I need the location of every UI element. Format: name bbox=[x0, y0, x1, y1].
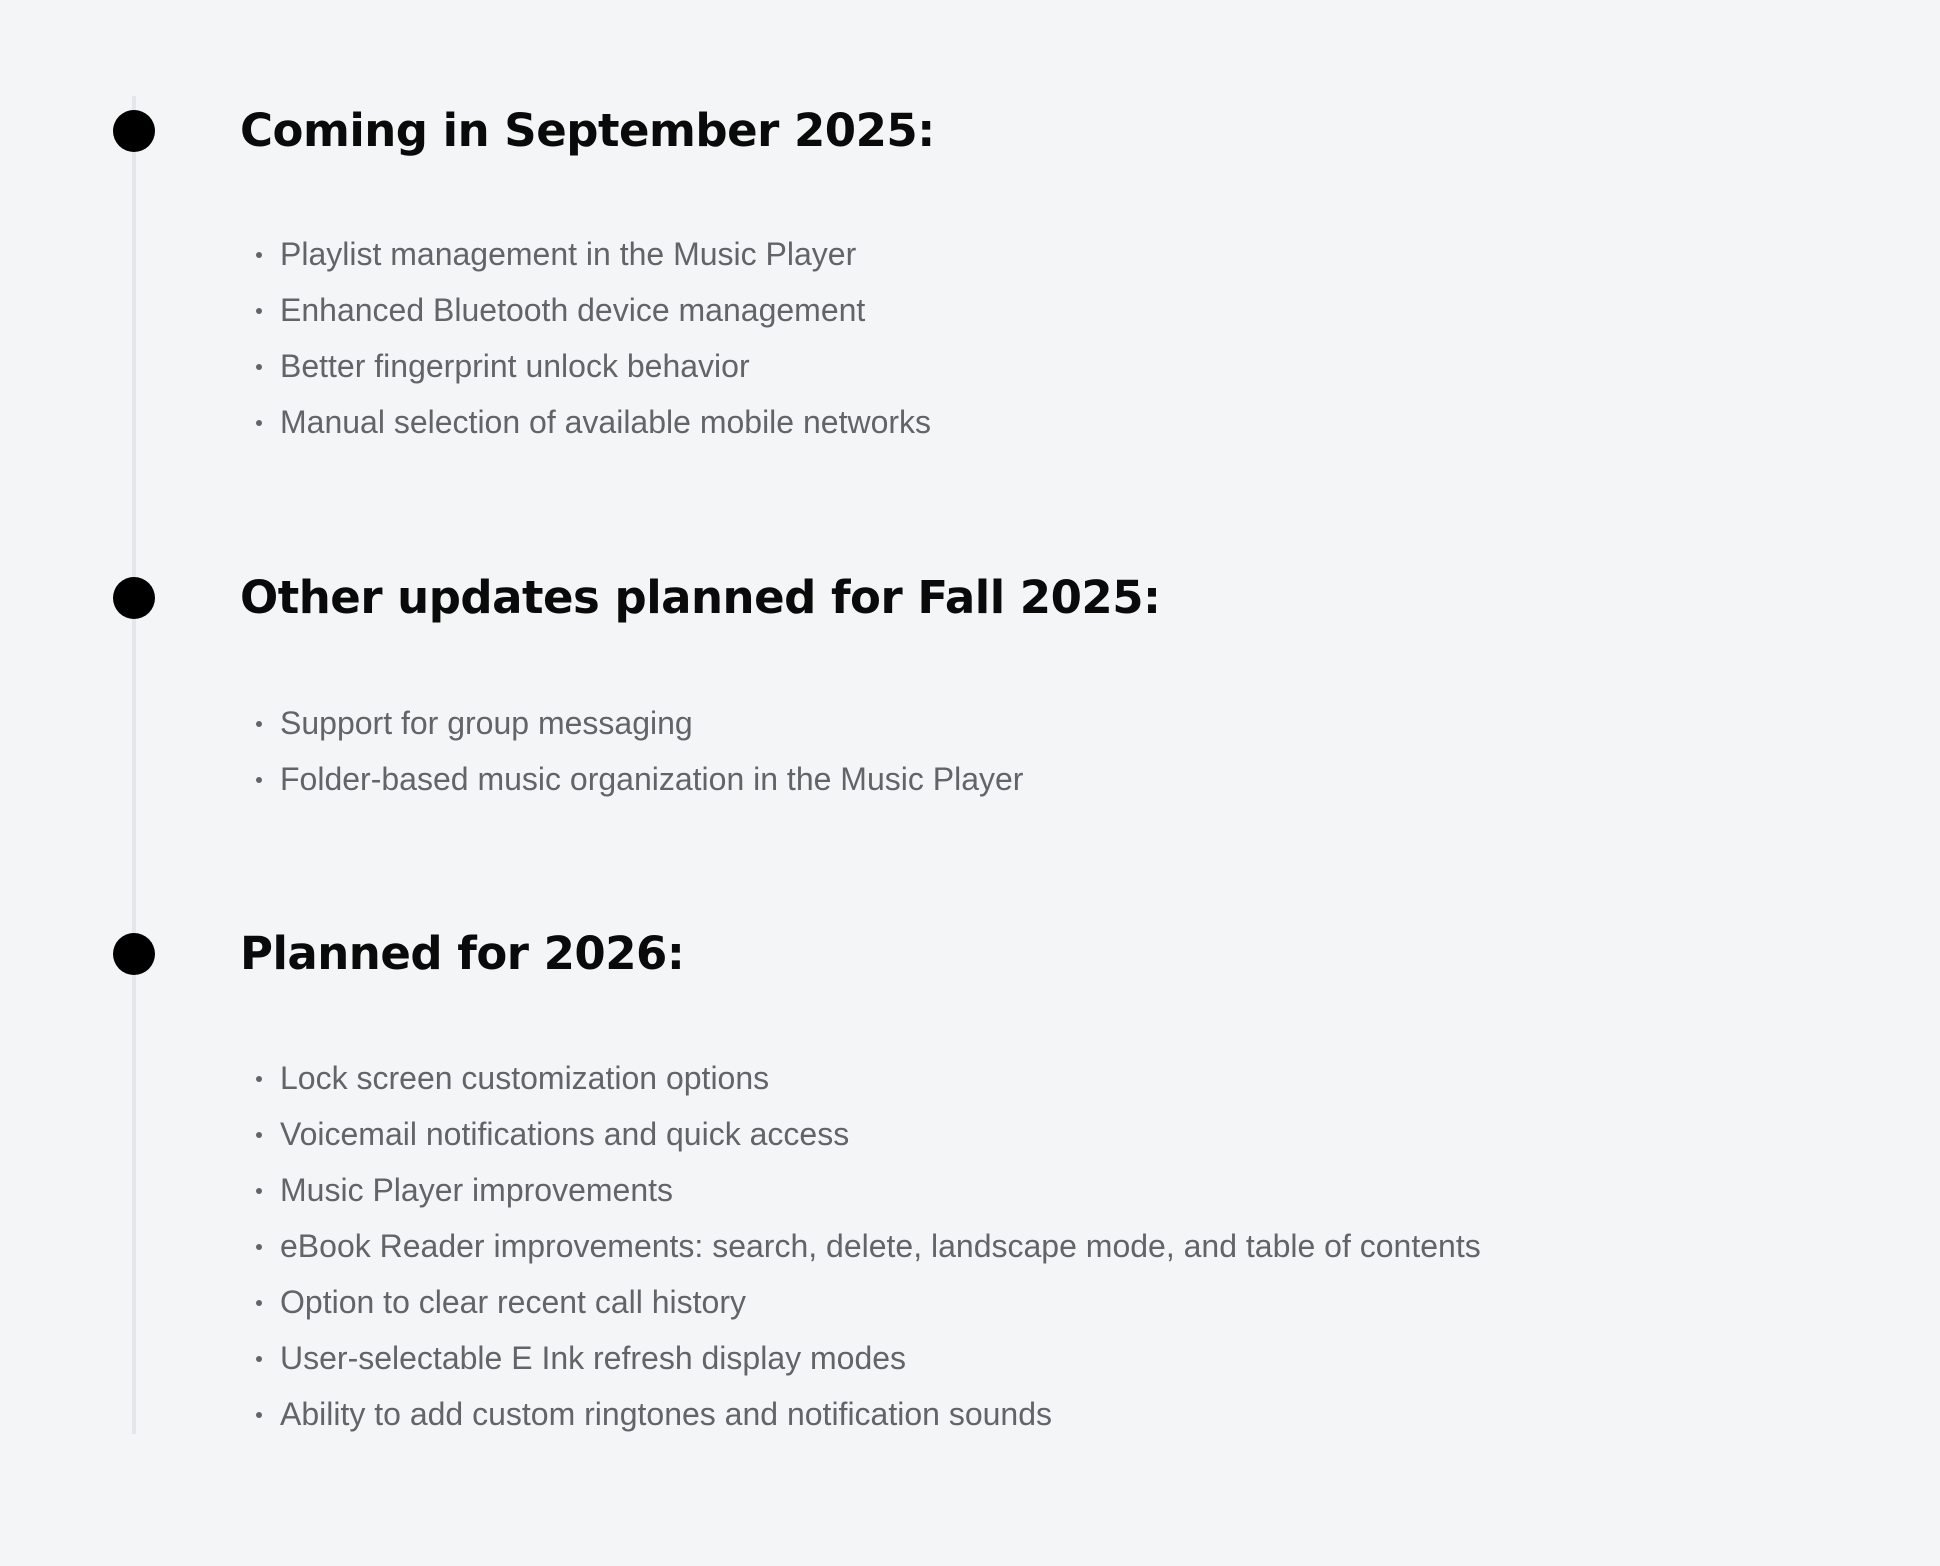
list-item-text: Ability to add custom ringtones and notification sounds bbox=[280, 1396, 1053, 1432]
bullet-icon bbox=[256, 1412, 262, 1418]
bullet-icon bbox=[256, 420, 262, 426]
list-item-text: Option to clear recent call history bbox=[280, 1284, 746, 1320]
list-item bbox=[252, 1386, 1481, 1442]
list-item-text: Manual selection of available mobile networks bbox=[280, 404, 932, 440]
list-item bbox=[252, 226, 931, 282]
list-item bbox=[252, 394, 931, 450]
list-item bbox=[252, 695, 1023, 751]
timeline-line bbox=[132, 96, 136, 1434]
bullet-icon bbox=[256, 1356, 262, 1362]
list-item bbox=[252, 751, 1023, 807]
list-item-text: eBook Reader improvements: search, delete, landscape mode, and table of contents bbox=[280, 1228, 1481, 1264]
list-item bbox=[252, 1106, 1481, 1162]
bullet-icon bbox=[256, 1132, 262, 1138]
feature-list bbox=[252, 1050, 1481, 1442]
list-item-text: Enhanced Bluetooth device management bbox=[280, 292, 866, 328]
section-title: Coming in September 2025: bbox=[240, 104, 935, 157]
section-title: Planned for 2026: bbox=[240, 927, 685, 980]
list-item-text: Lock screen customization options bbox=[280, 1060, 770, 1096]
list-item-text: Playlist management in the Music Player bbox=[280, 236, 857, 272]
timeline-dot-icon bbox=[113, 933, 155, 975]
bullet-icon bbox=[256, 1076, 262, 1082]
bullet-icon bbox=[256, 777, 262, 783]
timeline-dot-icon bbox=[113, 110, 155, 152]
bullet-icon bbox=[256, 1188, 262, 1194]
list-item-text: Voicemail notifications and quick access bbox=[280, 1116, 850, 1152]
list-item bbox=[252, 338, 931, 394]
feature-list bbox=[252, 226, 931, 450]
bullet-icon bbox=[256, 721, 262, 727]
list-item bbox=[252, 1162, 1481, 1218]
bullet-icon bbox=[256, 252, 262, 258]
list-item bbox=[252, 1050, 1481, 1106]
timeline-dot-icon bbox=[113, 577, 155, 619]
list-item bbox=[252, 1274, 1481, 1330]
list-item-text: Better fingerprint unlock behavior bbox=[280, 348, 750, 384]
bullet-icon bbox=[256, 1244, 262, 1250]
list-item bbox=[252, 282, 931, 338]
list-item-text: User-selectable E Ink refresh display modes bbox=[280, 1340, 907, 1376]
bullet-icon bbox=[256, 364, 262, 370]
list-item-text: Folder-based music organization in the Music Player bbox=[280, 761, 1024, 797]
bullet-icon bbox=[256, 308, 262, 314]
list-item bbox=[252, 1218, 1481, 1274]
feature-list bbox=[252, 695, 1023, 807]
list-item-text: Music Player improvements bbox=[280, 1172, 673, 1208]
bullet-icon bbox=[256, 1300, 262, 1306]
list-item bbox=[252, 1330, 1481, 1386]
list-item-text: Support for group messaging bbox=[280, 705, 693, 741]
section-title: Other updates planned for Fall 2025: bbox=[240, 571, 1161, 624]
